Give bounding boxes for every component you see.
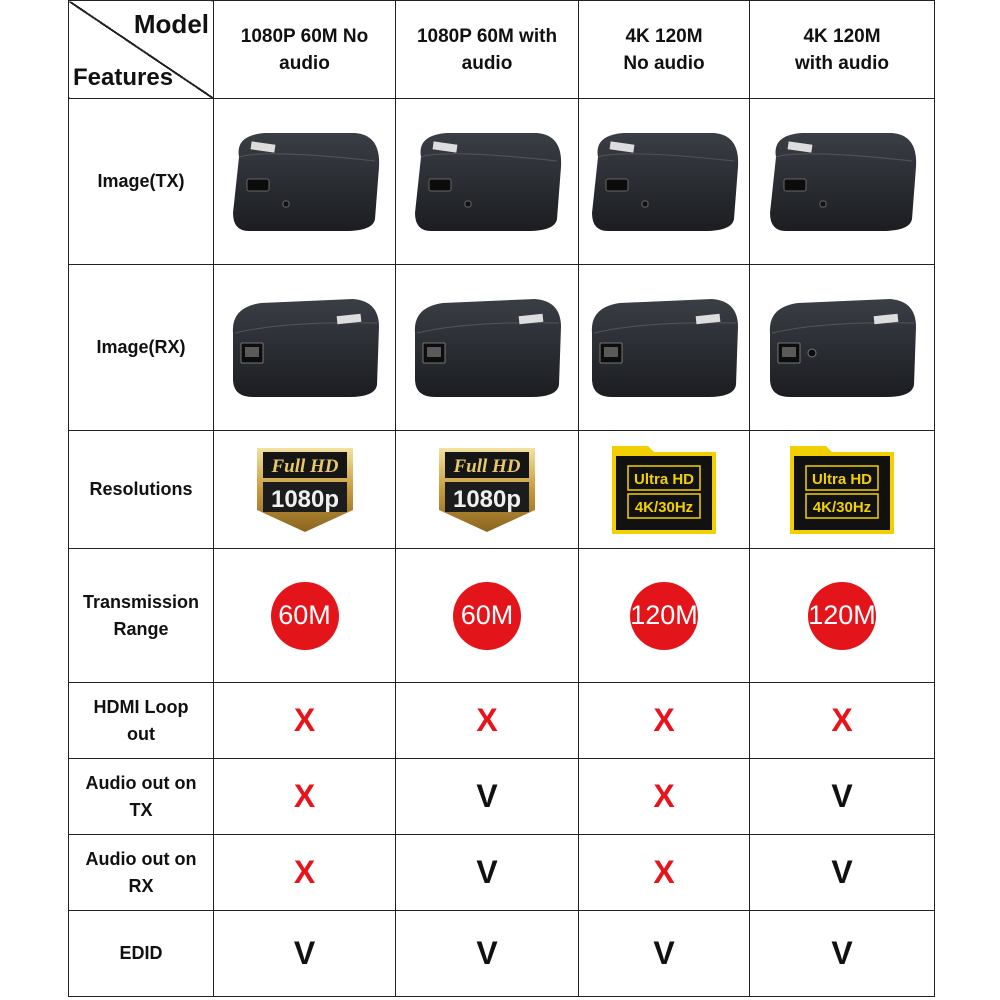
check-mark: V	[831, 778, 853, 814]
full-hd-badge	[396, 431, 579, 549]
check-mark: V	[653, 935, 675, 971]
hdmi-loop-cell	[396, 683, 579, 759]
range-cell	[214, 549, 396, 683]
row-label-image-tx: Image(TX)	[69, 99, 214, 265]
column-header-2: 1080P 60M with audio	[396, 1, 579, 99]
edid-cell	[579, 911, 750, 997]
check-mark: V	[476, 778, 498, 814]
edid-row	[69, 911, 935, 997]
x-mark: X	[653, 702, 675, 738]
x-mark: X	[293, 778, 316, 814]
range-badge: 60M	[453, 582, 521, 650]
row-label-resolutions: Resolutions	[69, 431, 214, 549]
ultra-hd-badge	[579, 431, 750, 549]
rx-device-image	[396, 265, 579, 431]
rx-device-image	[750, 265, 935, 431]
row-label-hdmi-loop-out: HDMI Loop out	[69, 683, 214, 759]
row-label-audio-out-tx: Audio out on TX	[69, 759, 214, 835]
audio-rx-cell	[214, 835, 396, 911]
check-mark: V	[476, 935, 498, 971]
hdmi-loop-cell	[214, 683, 396, 759]
audio-out-tx-row	[69, 759, 935, 835]
check-mark: V	[831, 854, 853, 890]
range-cell	[750, 549, 935, 683]
range-badge: 120M	[808, 582, 876, 650]
features-label: Features	[73, 64, 174, 91]
audio-tx-cell	[579, 759, 750, 835]
hdmi-loop-cell	[579, 683, 750, 759]
comparison-table	[68, 0, 935, 997]
x-mark: X	[653, 778, 675, 814]
audio-rx-cell	[396, 835, 579, 911]
column-header-1: 1080P 60M No audio	[214, 1, 396, 99]
svg-text:4K/30Hz: 4K/30Hz	[634, 498, 694, 516]
ultra-hd-badge	[750, 431, 935, 549]
edid-cell	[214, 911, 396, 997]
svg-text:4K/30Hz: 4K/30Hz	[812, 498, 872, 516]
rx-device-image	[214, 265, 396, 431]
svg-text:Full HD: Full HD	[270, 455, 339, 477]
audio-out-rx-row	[69, 835, 935, 911]
full-hd-badge	[214, 431, 396, 549]
x-mark: X	[653, 854, 675, 890]
image-rx-row	[69, 265, 935, 431]
column-header-3: 4K 120M No audio	[579, 1, 750, 99]
hdmi-loop-out-row	[69, 683, 935, 759]
column-header-4: 4K 120M with audio	[750, 1, 935, 99]
audio-tx-cell	[396, 759, 579, 835]
svg-text:Full HD: Full HD	[453, 455, 521, 477]
tx-device-image	[750, 99, 935, 265]
rx-device-image	[579, 265, 750, 431]
row-label-edid: EDID	[69, 911, 214, 997]
range-badge: 60M	[271, 582, 339, 650]
check-mark: V	[476, 854, 498, 890]
svg-text:Ultra HD: Ultra HD	[633, 470, 695, 488]
edid-cell	[750, 911, 935, 997]
x-mark: X	[476, 702, 498, 738]
audio-rx-cell	[579, 835, 750, 911]
model-label: Model	[133, 9, 209, 39]
x-mark: X	[831, 702, 853, 738]
audio-tx-cell	[750, 759, 935, 835]
svg-text:Ultra HD: Ultra HD	[811, 470, 873, 488]
x-mark: X	[293, 702, 316, 738]
audio-tx-cell	[214, 759, 396, 835]
range-cell	[396, 549, 579, 683]
audio-rx-cell	[750, 835, 935, 911]
check-mark: V	[293, 935, 316, 971]
tx-device-image	[396, 99, 579, 265]
transmission-range-row	[69, 549, 935, 683]
svg-text:1080p: 1080p	[270, 485, 339, 513]
edid-cell	[396, 911, 579, 997]
range-badge: 120M	[630, 582, 698, 650]
corner-cell	[69, 1, 214, 99]
row-label-transmission-range: Transmission Range	[69, 549, 214, 683]
resolutions-row	[69, 431, 935, 549]
range-cell	[579, 549, 750, 683]
svg-text:1080p: 1080p	[452, 485, 522, 513]
header-row	[69, 1, 935, 99]
check-mark: V	[831, 935, 853, 971]
image-tx-row	[69, 99, 935, 265]
row-label-audio-out-rx: Audio out on RX	[69, 835, 214, 911]
tx-device-image	[579, 99, 750, 265]
tx-device-image	[214, 99, 396, 265]
row-label-image-rx: Image(RX)	[69, 265, 214, 431]
hdmi-loop-cell	[750, 683, 935, 759]
x-mark: X	[293, 854, 316, 890]
